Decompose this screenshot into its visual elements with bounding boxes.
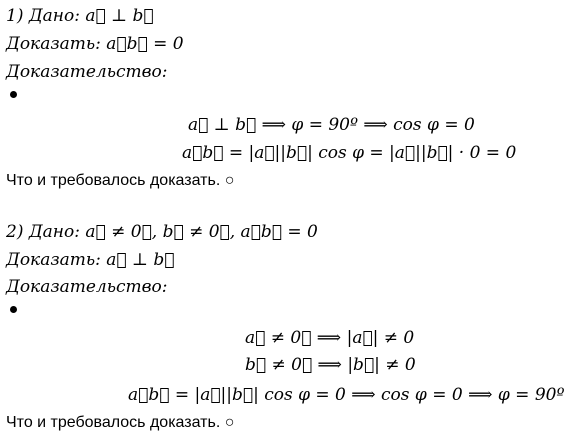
part1-conclusion: Что и требовалось доказать. ○ (6, 172, 235, 189)
part2-prove-label: Доказать: (6, 250, 101, 270)
part2-proof-label: Доказательство: (6, 277, 168, 297)
part2-equation-2: b⃗ ≠ 0⃗ ⟹ |b⃗| ≠ 0 (245, 355, 416, 375)
part1-equation-2: a⃗b⃗ = |a⃗||b⃗| cos φ = |a⃗||b⃗| · 0 = 0 (182, 143, 517, 163)
part2-given-expression: a⃗ ≠ 0⃗, b⃗ ≠ 0⃗, a⃗b⃗ = 0 (85, 222, 318, 242)
part1-prove-line (6, 34, 184, 54)
part1-given-line (6, 6, 154, 26)
part2-bullet (10, 306, 17, 313)
part1-prove-expression: a⃗b⃗ = 0 (106, 34, 184, 54)
part1-prove-label: Доказать: (6, 34, 101, 54)
part1-proof-label: Доказательство: (6, 62, 168, 82)
part1-given-expression: a⃗ ⊥ b⃗ (85, 6, 154, 26)
part1-given-label: 1) Дано: (6, 6, 80, 26)
part2-given-line (6, 222, 318, 242)
part2-equation-1: a⃗ ≠ 0⃗ ⟹ |a⃗| ≠ 0 (245, 328, 415, 348)
part2-equation-3: a⃗b⃗ = |a⃗||b⃗| cos φ = 0 ⟹ cos φ = 0 ⟹ φ = 90º (128, 385, 564, 405)
part1-equation-1: a⃗ ⊥ b⃗ ⟹ φ = 90º ⟹ cos φ = 0 (188, 115, 475, 135)
part2-conclusion: Что и требовалось доказать. ○ (6, 414, 235, 431)
part1-bullet (10, 91, 17, 98)
part2-prove-line (6, 250, 174, 270)
part2-given-label: 2) Дано: (6, 222, 80, 242)
part2-prove-expression: a⃗ ⊥ b⃗ (106, 250, 175, 270)
